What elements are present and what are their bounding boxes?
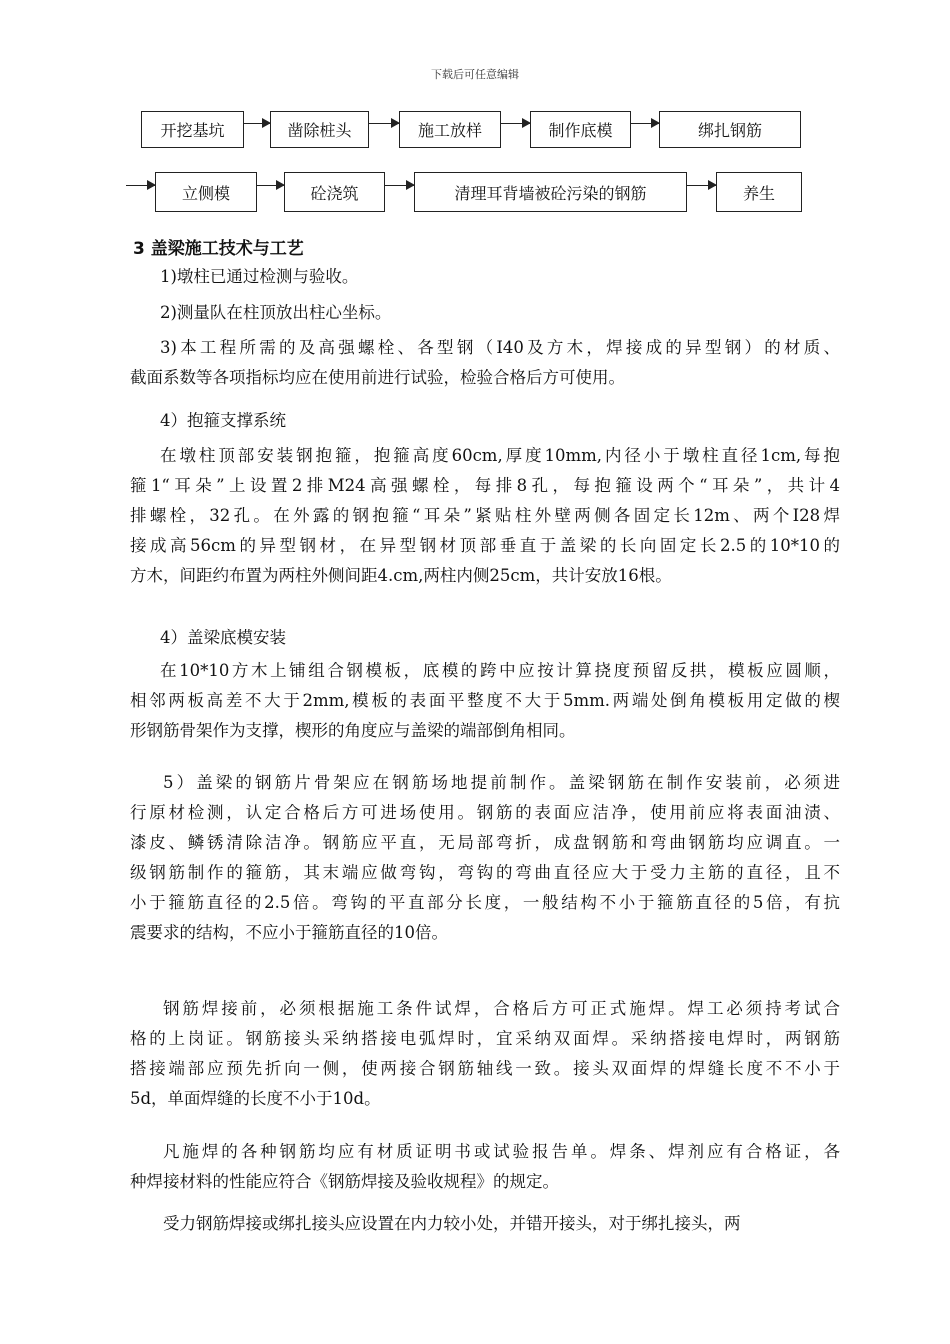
text-line: 漆皮、鳞锈清除洁净。钢筋应平直，无局部弯折，成盘钢筋和弯曲钢筋均应调直。一: [130, 833, 840, 852]
text-line: 在墩柱顶部安装钢抱箍，抱箍高度60cm,厚度10mm,内径小于墩柱直径1cm,每抱: [160, 446, 840, 465]
text-line: 在10*10方木上铺组合钢模板，底模的跨中应按计算挠度预留反拱，模板应圆顺，: [160, 661, 840, 680]
flow-step-pile-head: [270, 111, 369, 148]
paragraph: [130, 406, 840, 436]
text-line: 截面系数等各项指标均应在使用前进行试验，检验合格后方可使用。: [130, 368, 625, 387]
flow-step-label: 施工放样: [417, 121, 482, 140]
paragraph: [130, 262, 840, 292]
flow-arrow: [385, 185, 414, 186]
page-header: 下载后可任意编辑: [431, 68, 519, 81]
text-line: 形钢筋骨架作为支撑，楔形的角度应与盖梁的端部倒角相同。: [130, 721, 576, 740]
paragraph: [130, 333, 840, 393]
flow-step-label: 制作底模: [548, 121, 613, 140]
flow-step-bottom-form: [530, 111, 631, 148]
flow-arrow: [257, 185, 284, 186]
text-line: 凡施焊的各种钢筋均应有材质证明书或试验报告单。焊条、焊剂应有合格证，各: [163, 1142, 840, 1161]
text-line: 箍1“耳朵”上设置2排M24高强螺栓，每排8孔，每抱箍设两个“耳朵”，共计4: [130, 476, 840, 495]
flow-step-label: 开挖基坑: [160, 121, 225, 140]
text-line: 2)测量队在柱顶放出柱心坐标。: [160, 303, 392, 322]
text-line: 级钢筋制作的箍筋，其末端应做弯钩，弯钩的弯曲直径应大于受力主筋的直径，且不: [130, 863, 840, 882]
paragraph: [130, 1209, 840, 1239]
text-line: 4）抱箍支撑系统: [160, 411, 286, 430]
flow-step-label: 立侧模: [181, 183, 230, 203]
text-line: 方木，间距约布置为两柱外侧间距4.cm,两柱内侧25cm，共计安放16根。: [130, 566, 672, 585]
text-line: 搭接端部应预先折向一侧，使两接合钢筋轴线一致。接头双面焊的焊缝长度不不小于: [130, 1059, 840, 1078]
flow-arrow: [369, 123, 399, 124]
text-line: 格的上岗证。钢筋接头采纳搭接电弧焊时，宜采纳双面焊。采纳搭接电焊时，两钢筋: [130, 1029, 840, 1048]
flow-step-label: 清理耳背墙被砼污染的钢筋: [454, 183, 647, 203]
paragraph: [130, 656, 840, 746]
text-line: 3)本工程所需的及高强螺栓、各型钢（I40及方木，焊接成的异型钢）的材质、: [160, 338, 840, 357]
flow-arrow: [126, 185, 155, 186]
flow-step-layout: [399, 111, 501, 148]
flow-step-excavate: [141, 111, 244, 148]
text-line: 相邻两板高差不大于2mm,模板的表面平整度不大于5mm.两端处倒角模板用定做的楔: [130, 691, 840, 710]
flow-step-label: 绑扎钢筋: [697, 121, 762, 140]
flow-step-label: 砼浇筑: [310, 183, 359, 203]
text-line: 接成高56cm的异型钢材，在异型钢材顶部垂直于盖梁的长向固定长2.5的10*10的: [130, 536, 840, 555]
paragraph: [130, 1137, 840, 1197]
paragraph: [130, 298, 840, 328]
paragraph: [130, 623, 840, 653]
flow-arrow: [244, 123, 270, 124]
flow-arrow: [687, 185, 716, 186]
text-line: 受力钢筋焊接或绑扎接头应设置在内力较小处，并错开接头，对于绑扎接头，两: [163, 1214, 741, 1233]
paragraph: [130, 994, 840, 1114]
flow-step-label: 养生: [742, 183, 775, 203]
flow-arrow: [631, 123, 659, 124]
flow-step-clean-rebar: [414, 172, 687, 212]
text-line: 种焊接材料的性能应符合《钢筋焊接及验收规程》的规定。: [130, 1172, 559, 1191]
text-line: 4）盖梁底模安装: [160, 628, 286, 647]
text-line: 行原材检测，认定合格后方可进场使用。钢筋的表面应洁净，使用前应将表面油渍、: [130, 803, 840, 822]
flow-step-label: 凿除桩头: [287, 121, 352, 140]
text-line: 震要求的结构，不应小于箍筋直径的10倍。: [130, 923, 448, 942]
text-line: 小于箍筋直径的2.5倍。弯钩的平直部分长度，一般结构不小于箍筋直径的5倍，有抗: [130, 893, 840, 912]
section-title: 3 盖梁施工技术与工艺: [133, 239, 304, 259]
paragraph: [130, 441, 840, 591]
text-line: 5）盖梁的钢筋片骨架应在钢筋场地提前制作。盖梁钢筋在制作安装前，必须进: [163, 773, 840, 792]
flow-step-rebar-tie: [659, 111, 801, 148]
text-line: 5d，单面焊缝的长度不小于10d。: [130, 1089, 381, 1108]
flow-step-cure: [716, 172, 802, 212]
text-line: 钢筋焊接前，必须根据施工条件试焊，合格后方可正式施焊。焊工必须持考试合: [163, 999, 840, 1018]
flow-arrow: [501, 123, 530, 124]
text-line: 1)墩柱已通过检测与验收。: [160, 267, 359, 286]
flow-step-side-form: [155, 172, 257, 212]
text-line: 排螺栓，32孔。在外露的钢抱箍“耳朵”紧贴柱外壁两侧各固定长12m、两个I28焊: [130, 506, 840, 525]
flow-step-pour: [284, 172, 385, 212]
paragraph: [130, 768, 840, 948]
